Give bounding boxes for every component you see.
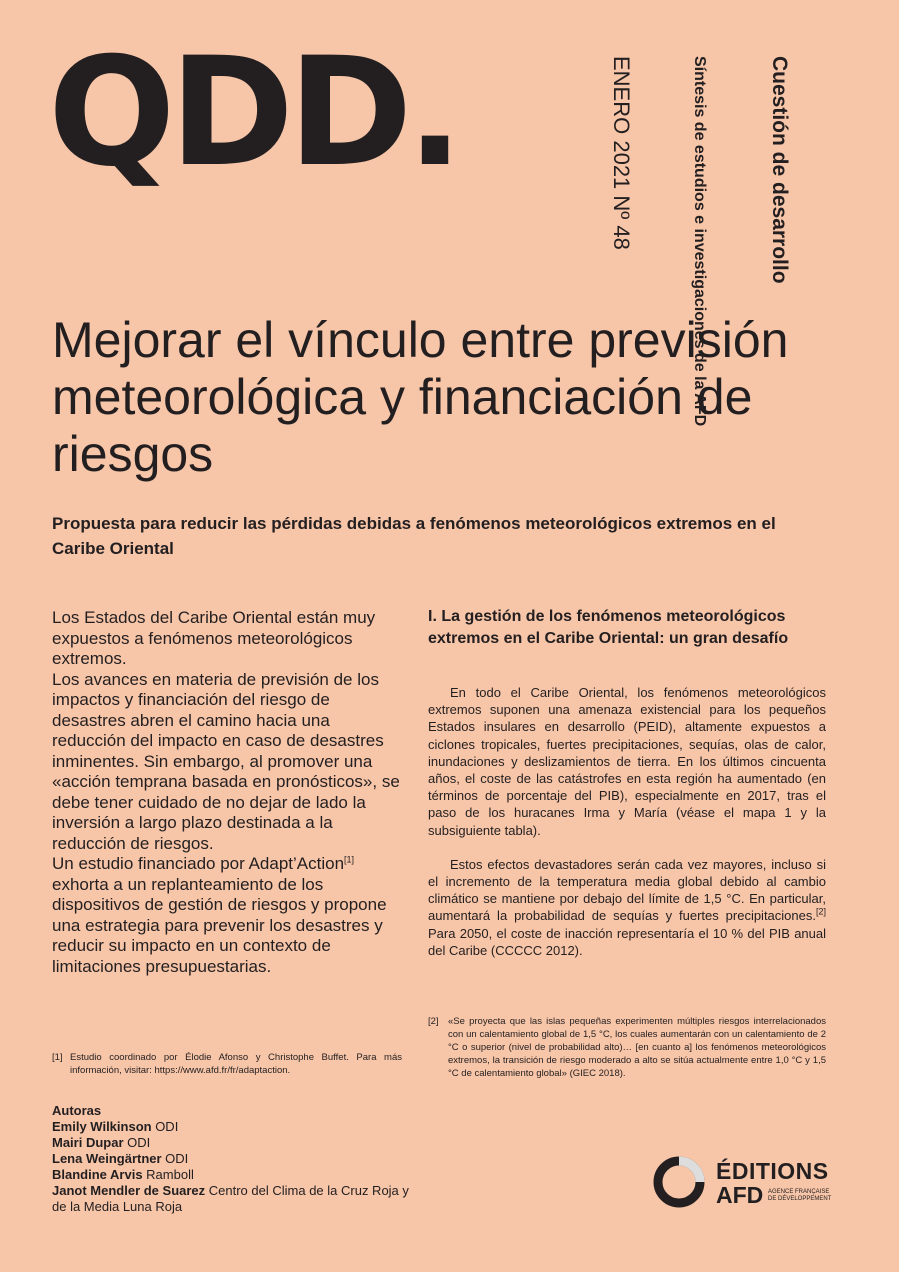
intro-paragraph-2: Los avances en materia de previsión de los impactos y financiación del riesgo de desastres abren el camino hacia una reducción del impacto en caso de desastres inminentes. Sin embargo, al promover una «acción temprana basada en pronósticos», se debe tener cuidado de no dejar de lado la inversión a largo plazo destinada a la reducción de riesgos.: [52, 669, 400, 853]
intro-paragraph-1: Los Estados del Caribe Oriental están muy expuestos a fenómenos meteorológicos extremos.: [52, 608, 376, 668]
footnote-ref-2[interactable]: [2]: [815, 907, 826, 918]
document-subtitle: Propuesta para reducir las pérdidas debidas a fenómenos meteorológicos extremos en el Caribe Oriental: [52, 514, 776, 558]
intro-p3-text: Un estudio financiado por Adapt’Action: [52, 854, 345, 873]
footnote-2: [428, 1015, 826, 1080]
authors-heading: Autoras: [52, 1103, 102, 1118]
footnote-text: Estudio coordinado por Élodie Afonso y Christophe Buffet. Para más información, visitar: https://www.afd.fr/fr/adaptaction.: [70, 1052, 402, 1076]
body-paragraph-2: Estos efectos devastadores serán cada vez mayores, incluso si el incremento de la temperatura media global debido al cambio climático se mantiene por debajo del límite de 1,5 °C. En particular, aumentará la probabilidad de sequías y fuertes precipitaciones.[2] Para 2050, el coste de inacción representaría el 10 % del PIB anual del Caribe (CCCCC 2012).: [428, 856, 826, 958]
qdd-logo: QDD.: [48, 26, 458, 200]
publisher-afd: AFD: [716, 1182, 764, 1208]
section-heading: I. La gestión de los fenómenos meteorológicos extremos en el Caribe Oriental: un gran desafío: [428, 608, 789, 647]
editions-afd-logo: [652, 1155, 832, 1211]
intro-summary: [52, 608, 402, 977]
afd-ring-icon: [652, 1155, 706, 1209]
document-title: Mejorar el vínculo entre previsión meteorológica y financiación de riesgos: [52, 312, 789, 482]
intro-p3-text-end: exhorta a un replanteamiento de los dispositivos de gestión de riesgos y propone una estrategia para prevenir los desastres y reducir su impacto en un contexto de limitaciones presupuestarias.: [52, 874, 387, 976]
footnote-number: [2]: [428, 1016, 439, 1027]
publisher-editions: ÉDITIONS: [716, 1158, 829, 1184]
footnote-text: «Se proyecta que las islas pequeñas experimenten múltiples riesgos interrelacionados con un calentamiento global de 1,5 °C, los cuales aumentarán con un calentamiento de 2 °C o superior (nivel de probabilidad alto)… [en cuanto a] los fenómenos meteorológicos extremos, la transición de riesgo moderado a alto se sitúa actualmente entre 1,0 °C y 1,5 °C de calentamiento global» (GIEC 2018).: [448, 1016, 826, 1079]
intro-paragraph-3: [52, 854, 402, 977]
issue-date-number: ENERO 2021 Nº 48: [609, 56, 635, 250]
section-body: [428, 684, 826, 976]
series-title: Cuestión de desarrollo: [768, 56, 792, 284]
body-paragraph-1: En todo el Caribe Oriental, los fenómenos meteorológicos extremos suponen una amenaza existencial para los pequeños Estados insulares en desarrollo (PEID), altamente expuestos a ciclones tropicales, fuertes precipitaciones, sequías, olas de calor, inundaciones y deslizamientos de tierra. En los últimos cincuenta años, el coste de las catástrofes en esta región ha aumentado (en términos de porcentaje del PIB), especialmente en 2017, tras el paso de los huracanes Irma y María (véase el mapa 1 y la subsiguiente tabla).: [428, 685, 826, 838]
author-line: Emily Wilkinson ODI: [52, 1119, 179, 1134]
author-line: Janot Mendler de Suarez Centro del Clima de la Cruz Roja y de la Media Luna Roja: [52, 1183, 409, 1214]
footnote-ref-1[interactable]: [1]: [344, 854, 355, 865]
author-line: Blandine Arvis Ramboll: [52, 1167, 194, 1182]
publisher-agency: AGENCE FRANÇAISE DE DÉVELOPPEMENT: [768, 1189, 832, 1202]
footnote-number: [1]: [52, 1052, 63, 1063]
series-subtitle: Síntesis de estudios e investigaciones de la AFD: [690, 56, 708, 427]
authors-block: [52, 1103, 412, 1215]
author-line: Mairi Dupar ODI: [52, 1135, 151, 1150]
author-line: Lena Weingärtner ODI: [52, 1151, 189, 1166]
footnote-1: [52, 1051, 402, 1077]
